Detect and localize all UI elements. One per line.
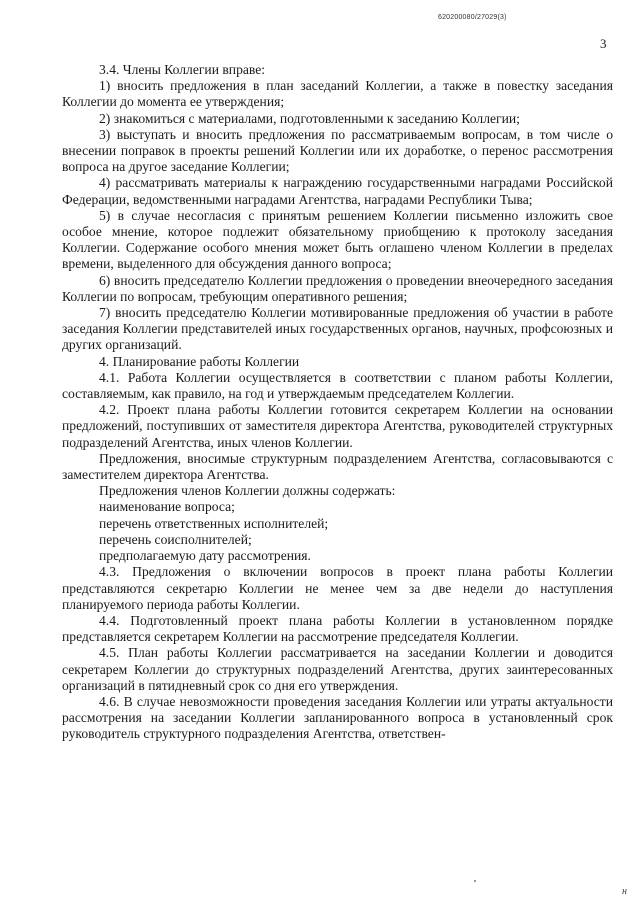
list-item: предполагаемую дату рассмотрения. — [99, 548, 311, 564]
list-item: 3) выступать и вносить предложения по рассматриваемым вопросам, в том числе о внесении поправок в проекты решений Коллегии или их доработке, о перенос рассмотрения вопроса на другое заседание Коллегии; — [62, 126, 613, 175]
paragraph: Предложения, вносимые структурным подразделением Агентства, согласовываются с заместителем директора Агентства. — [62, 450, 613, 483]
list-item: 5) в случае несогласия с принятым решением Коллегии письменно изложить свое особое мнение, которое подлежит обязательному приобщению к протоколу заседания Коллегии. Содержание особого мнения может быть оглашено членом Коллегии в пределах времени, выделенного для обсуждения данного вопроса; — [62, 207, 613, 272]
paragraph-4-1: 4.1. Работа Коллегии осуществляется в соответствии с планом работы Коллегии, составляемым, как правило, на год и утверждаемым председателем Коллегии. — [62, 369, 613, 402]
paragraph-4-3: 4.3. Предложения о включении вопросов в проект плана работы Коллегии представляются секретарю Коллегии не менее чем за две недели до наступления планируемого периода работы Коллегии. — [62, 564, 613, 612]
paragraph: Предложения членов Коллегии должны содержать: — [99, 483, 396, 499]
document-code: 620200080/27029(3) — [438, 14, 507, 21]
paragraph-4-6: 4.6. В случае невозможности проведения заседания Коллегии или утраты актуальности рассмотрения на заседании Коллегии запланированного вопроса в установленный срок руководитель структурного подразделения Агентства, ответствен- — [62, 693, 613, 742]
list-item: 1) вносить предложения в план заседаний Коллегии, а также в повестку заседания Коллегии до момента ее утверждения; — [62, 78, 613, 110]
paragraph-4-5: 4.5. План работы Коллегии рассматривается на заседании Коллегии и доводится секретарем Коллегии до структурных подразделений Агентства, других заинтересованных организаций в пятидневный срок со дня его утверждения. — [62, 645, 613, 693]
section-heading: 4. Планирование работы Коллегии — [99, 353, 300, 369]
section-3-4-title: 3.4. Члены Коллегии вправе: — [99, 62, 266, 77]
paragraph-4-2: 4.2. Проект плана работы Коллегии готовится секретарем Коллегии на основании предложений, поступивших от заместителя директора Агентства, руководителей структурных подразделений Агентства, иных членов Коллегии. — [62, 402, 613, 450]
list-item: наименование вопроса; — [99, 499, 235, 515]
list-item: перечень ответственных исполнителей; — [99, 515, 329, 531]
list-item: 2) знакомиться с материалами, подготовленными к заседанию Коллегии; — [99, 110, 520, 126]
list-item: 6) вносить председателю Коллегии предложения о проведении внеочередного заседания Коллегии по вопросам, требующим оперативного решения; — [62, 272, 613, 304]
paragraph-4-4: 4.4. Подготовленный проект плана работы Коллегии в установленном порядке представляется секретарем Коллегии на рассмотрение председателя Коллегии. — [62, 612, 613, 645]
page-number: 3 — [600, 36, 607, 51]
list-item: 7) вносить председателю Коллегии мотивированные предложения об участии в работе заседания Коллегии представителей иных государственных органов, научных, профсоюзных и других организаций. — [62, 305, 613, 353]
handwritten-mark: н — [622, 886, 627, 897]
scan-speck — [474, 880, 476, 882]
document-body — [62, 62, 613, 743]
list-item: 4) рассматривать материалы к награждению государственными наградами Российской Федерации, ведомственными наградами Агентства, наградами Республики Тыва; — [62, 175, 613, 207]
list-item: перечень соисполнителей; — [99, 531, 252, 547]
